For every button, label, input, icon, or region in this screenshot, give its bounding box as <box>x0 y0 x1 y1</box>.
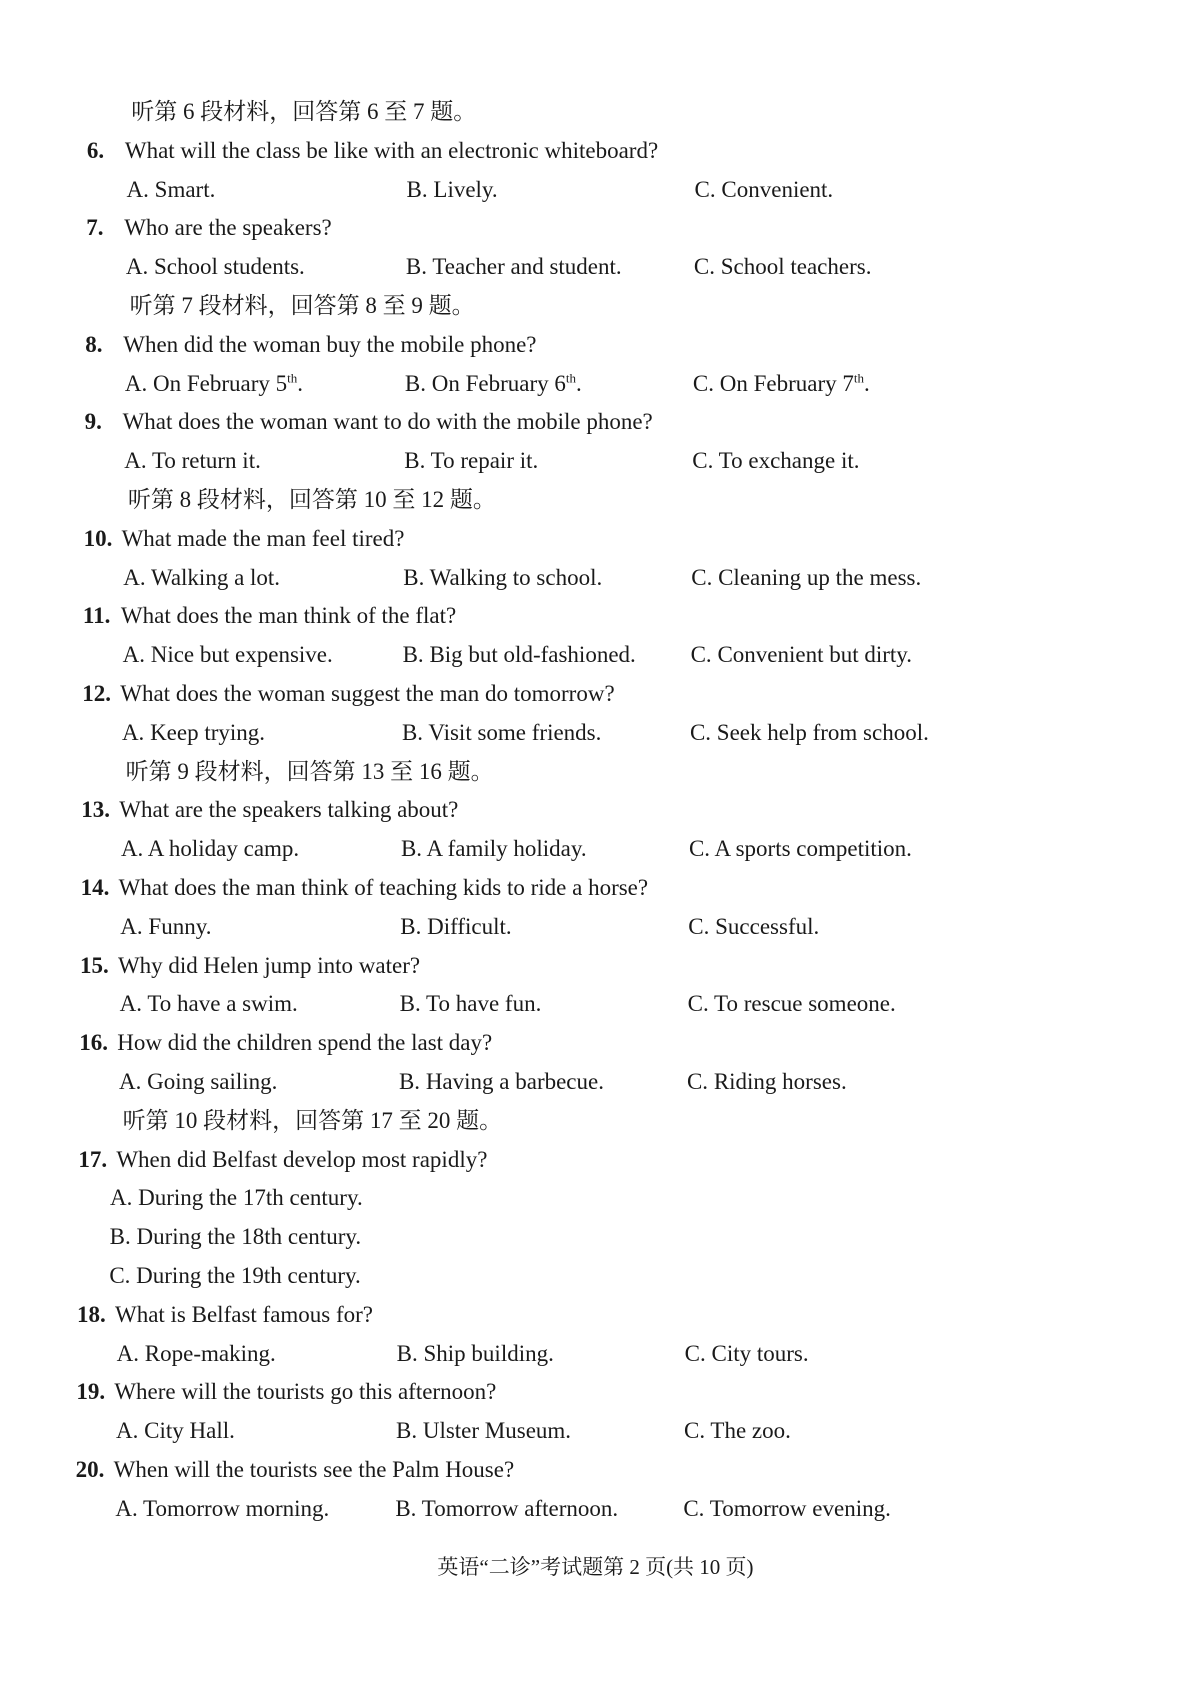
option-label: B. <box>404 448 426 474</box>
answer-option <box>397 1334 554 1374</box>
option-punctuation: . <box>576 370 582 396</box>
option-label: B. <box>400 836 423 862</box>
question-text: What does the man think of the flat? <box>120 603 457 629</box>
option-text: Ulster Museum. <box>417 1418 572 1444</box>
answer-option <box>122 713 265 753</box>
option-line <box>0 829 1191 869</box>
question-text: Where will the tourists go this afternoon? <box>114 1379 497 1405</box>
question-number: 6. <box>86 137 105 163</box>
option-label: C. <box>109 1263 131 1288</box>
section-header-text: 听第 6 段材料，回答第 6 至 7 题。 <box>131 99 477 124</box>
question-line <box>0 131 1191 171</box>
option-label: C. <box>689 719 712 745</box>
answer-option <box>684 1411 791 1451</box>
question-number: 10. <box>83 525 113 551</box>
answer-option <box>395 1489 618 1529</box>
answer-option <box>124 441 261 481</box>
page-footer: 英语“二诊”考试题第 2 页(共 10 页) <box>437 1555 754 1579</box>
option-label: B. <box>395 1495 417 1521</box>
question-number: 18. <box>76 1301 106 1327</box>
option-label: B. <box>406 176 428 202</box>
option-text: Funny. <box>142 913 212 939</box>
option-text: A holiday camp. <box>143 836 300 862</box>
option-label: A. <box>124 370 148 396</box>
question-number: 17. <box>78 1146 108 1172</box>
answer-option <box>126 247 305 287</box>
option-text: On February 7 <box>714 370 854 396</box>
option-label: B. <box>396 1340 418 1366</box>
option-text: Teacher and student. <box>426 254 622 280</box>
option-label: C. <box>692 370 714 396</box>
question-number: 9. <box>84 409 102 435</box>
answer-option <box>685 1334 809 1374</box>
option-text: During the 17th century. <box>132 1185 363 1211</box>
question-text: When did the woman buy the mobile phone? <box>123 331 537 357</box>
question-line <box>0 1372 1191 1412</box>
option-text: Convenient but dirty. <box>711 642 913 668</box>
option-line <box>0 1062 1191 1102</box>
answer-option <box>116 1411 235 1451</box>
answer-option <box>691 558 921 598</box>
option-text: To rescue someone. <box>708 991 896 1017</box>
option-label: C. <box>688 913 710 939</box>
option-label: C. <box>692 448 714 474</box>
section-header <box>0 1101 1191 1141</box>
question-text: What are the speakers talking about? <box>119 797 459 823</box>
option-label: C. <box>688 836 711 862</box>
answer-option <box>121 829 299 869</box>
option-text: Rope-making. <box>139 1340 276 1366</box>
option-line <box>0 907 1191 947</box>
option-label: A. <box>124 448 147 474</box>
option-label: A. <box>121 719 145 745</box>
answer-option <box>403 635 636 675</box>
option-text: Smart. <box>148 176 216 202</box>
answer-option <box>125 364 303 404</box>
question-line <box>0 325 1191 365</box>
answer-option <box>123 635 333 675</box>
answer-option <box>694 247 872 287</box>
question-line <box>0 868 1191 908</box>
question-number: 14. <box>80 875 110 900</box>
option-superscript: th <box>287 369 298 385</box>
option-punctuation: . <box>297 370 304 396</box>
option-text: Tomorrow evening. <box>704 1495 891 1521</box>
option-text: Nice but expensive. <box>144 642 333 668</box>
option-line <box>0 247 1191 287</box>
option-label: B. <box>405 254 427 280</box>
option-label: A. <box>115 1495 138 1521</box>
option-text: To repair it. <box>425 448 539 474</box>
option-line <box>0 984 1191 1024</box>
option-text: A family holiday. <box>422 836 587 862</box>
answer-option <box>688 907 819 947</box>
question-line <box>0 790 1191 830</box>
option-label: B. <box>402 642 424 668</box>
option-text: To have a swim. <box>142 991 298 1017</box>
section-header <box>0 480 1191 520</box>
option-text: During the 19th century. <box>130 1263 361 1288</box>
option-text: On February 6 <box>426 370 566 396</box>
answer-option <box>689 829 912 869</box>
option-label: A. <box>118 1069 142 1094</box>
option-text: A sports competition. <box>710 836 912 862</box>
option-text: School students. <box>148 254 305 280</box>
option-line <box>0 170 1191 210</box>
option-text: The zoo. <box>705 1418 791 1444</box>
option-label: B. <box>404 370 426 396</box>
section-header-text: 听第 10 段材料，回答第 17 至 20 题。 <box>122 1107 503 1133</box>
section-header-text: 听第 7 段材料，回答第 8 至 9 题。 <box>129 293 475 318</box>
question-line <box>0 674 1191 714</box>
question-line <box>0 1140 1191 1180</box>
option-label: A. <box>116 1418 139 1444</box>
answer-option <box>688 984 896 1024</box>
question-number: 16. <box>79 1030 109 1056</box>
answer-option <box>407 170 498 210</box>
option-superscript: th <box>565 369 577 385</box>
answer-option <box>405 364 582 404</box>
answer-option <box>400 984 542 1024</box>
option-label: C. <box>686 1069 709 1094</box>
answer-option <box>115 1489 329 1529</box>
option-text: Lively. <box>427 176 498 202</box>
answer-option <box>691 635 912 675</box>
question-line <box>0 402 1191 442</box>
option-text: Riding horses. <box>708 1069 847 1094</box>
question-line <box>0 208 1191 248</box>
option-text: Successful. <box>709 913 820 939</box>
option-line <box>0 441 1191 481</box>
question-line <box>0 946 1191 986</box>
option-label: C. <box>691 564 713 590</box>
option-label: B. <box>403 564 425 590</box>
option-line <box>0 1334 1191 1374</box>
option-label: C. <box>693 254 715 280</box>
option-text: Visit some friends. <box>423 719 602 745</box>
question-text: What will the class be like with an electronic whiteboard? <box>124 137 659 163</box>
question-number: 8. <box>85 331 103 357</box>
question-line <box>0 519 1191 559</box>
option-text: To have fun. <box>420 991 542 1017</box>
answer-option <box>683 1489 891 1529</box>
option-label: A. <box>120 913 143 939</box>
answer-option <box>403 558 602 598</box>
question-text: What made the man feel tired? <box>121 525 405 551</box>
answer-option <box>399 1062 604 1102</box>
option-label: C. <box>684 1418 706 1444</box>
answer-option <box>127 170 216 210</box>
answer-option <box>695 170 834 210</box>
answer-option <box>110 1217 361 1257</box>
option-text: Big but old-fashioned. <box>423 642 636 668</box>
option-label: A. <box>109 1185 133 1211</box>
answer-option <box>396 1411 571 1451</box>
option-line <box>0 1489 1191 1529</box>
option-line <box>0 1256 1191 1296</box>
option-text: Tomorrow morning. <box>137 1495 330 1521</box>
answer-option <box>401 829 587 869</box>
option-label: A. <box>122 642 145 668</box>
question-number: 20. <box>75 1457 105 1482</box>
option-text: To exchange it. <box>713 448 860 474</box>
option-line <box>0 1411 1191 1451</box>
answer-option <box>404 441 538 481</box>
answer-option <box>687 1062 847 1102</box>
option-text: Convenient. <box>715 176 834 202</box>
answer-option <box>117 1334 276 1374</box>
option-label: B. <box>109 1224 131 1250</box>
question-number: 19. <box>76 1379 106 1405</box>
option-label: B. <box>396 1418 418 1444</box>
option-label: C. <box>683 1495 705 1521</box>
option-label: A. <box>125 254 149 280</box>
option-line <box>0 1178 1191 1218</box>
option-superscript: th <box>853 369 865 385</box>
option-text: To return it. <box>146 448 261 474</box>
question-number: 11. <box>82 603 111 629</box>
option-label: A. <box>126 176 149 202</box>
option-text: Keep trying. <box>144 719 266 745</box>
option-label: A. <box>119 991 142 1017</box>
option-label: B. <box>399 991 421 1017</box>
answer-option <box>120 907 211 947</box>
option-text: Ship building. <box>417 1340 554 1366</box>
answer-option <box>693 364 870 404</box>
question-line <box>0 1023 1191 1063</box>
option-label: C. <box>690 642 712 668</box>
option-text: On February 5 <box>147 370 288 396</box>
section-header <box>0 92 1191 132</box>
option-line <box>0 635 1191 675</box>
option-label: B. <box>400 913 422 939</box>
option-line <box>0 1217 1191 1257</box>
option-text: Tomorrow afternoon. <box>416 1495 619 1521</box>
option-text: Having a barbecue. <box>420 1069 604 1094</box>
answer-option <box>119 1062 277 1102</box>
question-line <box>0 1450 1191 1490</box>
answer-option <box>690 713 929 753</box>
answer-option <box>400 907 511 947</box>
option-text: City Hall. <box>138 1418 235 1444</box>
option-text: Cleaning up the mess. <box>712 564 922 590</box>
question-number: 7. <box>86 215 104 241</box>
answer-option <box>406 247 622 287</box>
question-text: What does the man think of teaching kids to ride a horse? <box>118 875 649 900</box>
option-label: A. <box>120 836 144 862</box>
option-punctuation: . <box>864 370 870 396</box>
question-number: 15. <box>79 952 109 978</box>
option-label: A. <box>123 564 146 590</box>
section-header-text: 听第 9 段材料，回答第 13 至 16 题。 <box>125 758 494 784</box>
answer-option <box>109 1256 360 1296</box>
answer-option <box>120 984 298 1024</box>
option-line <box>0 558 1191 598</box>
section-header <box>0 752 1191 792</box>
option-text: Going sailing. <box>141 1069 278 1094</box>
option-label: B. <box>401 719 424 745</box>
question-text: Why did Helen jump into water? <box>117 952 421 978</box>
question-text: When will the tourists see the Palm House? <box>113 1457 515 1482</box>
option-text: City tours. <box>705 1340 809 1366</box>
answer-option <box>123 558 280 598</box>
question-line <box>0 1295 1191 1335</box>
option-label: C. <box>694 176 716 202</box>
question-text: What does the woman want to do with the mobile phone? <box>122 409 653 435</box>
option-label: C. <box>684 1340 706 1366</box>
option-text: Walking a lot. <box>145 564 281 590</box>
question-text: What does the woman suggest the man do tomorrow? <box>120 681 615 706</box>
answer-option <box>402 713 601 753</box>
question-text: What is Belfast famous for? <box>114 1301 374 1327</box>
option-label: B. <box>398 1069 421 1094</box>
option-label: C. <box>687 991 709 1017</box>
option-line <box>0 713 1191 753</box>
section-header <box>0 286 1191 326</box>
option-text: Walking to school. <box>424 564 603 590</box>
option-text: Seek help from school. <box>711 719 929 745</box>
option-text: Difficult. <box>421 913 512 939</box>
question-number: 12. <box>82 681 112 706</box>
option-text: During the 18th century. <box>130 1224 362 1250</box>
question-text: Who are the speakers? <box>124 215 332 241</box>
answer-option <box>692 441 859 481</box>
question-number: 13. <box>81 797 111 823</box>
question-text: When did Belfast develop most rapidly? <box>116 1146 488 1172</box>
question-text: How did the children spend the last day? <box>117 1030 493 1056</box>
option-line <box>0 364 1191 404</box>
section-header-text: 听第 8 段材料，回答第 10 至 12 题。 <box>127 487 496 512</box>
answer-option <box>110 1178 363 1218</box>
option-text: School teachers. <box>714 254 872 280</box>
question-line <box>0 596 1191 636</box>
option-label: A. <box>116 1340 140 1366</box>
